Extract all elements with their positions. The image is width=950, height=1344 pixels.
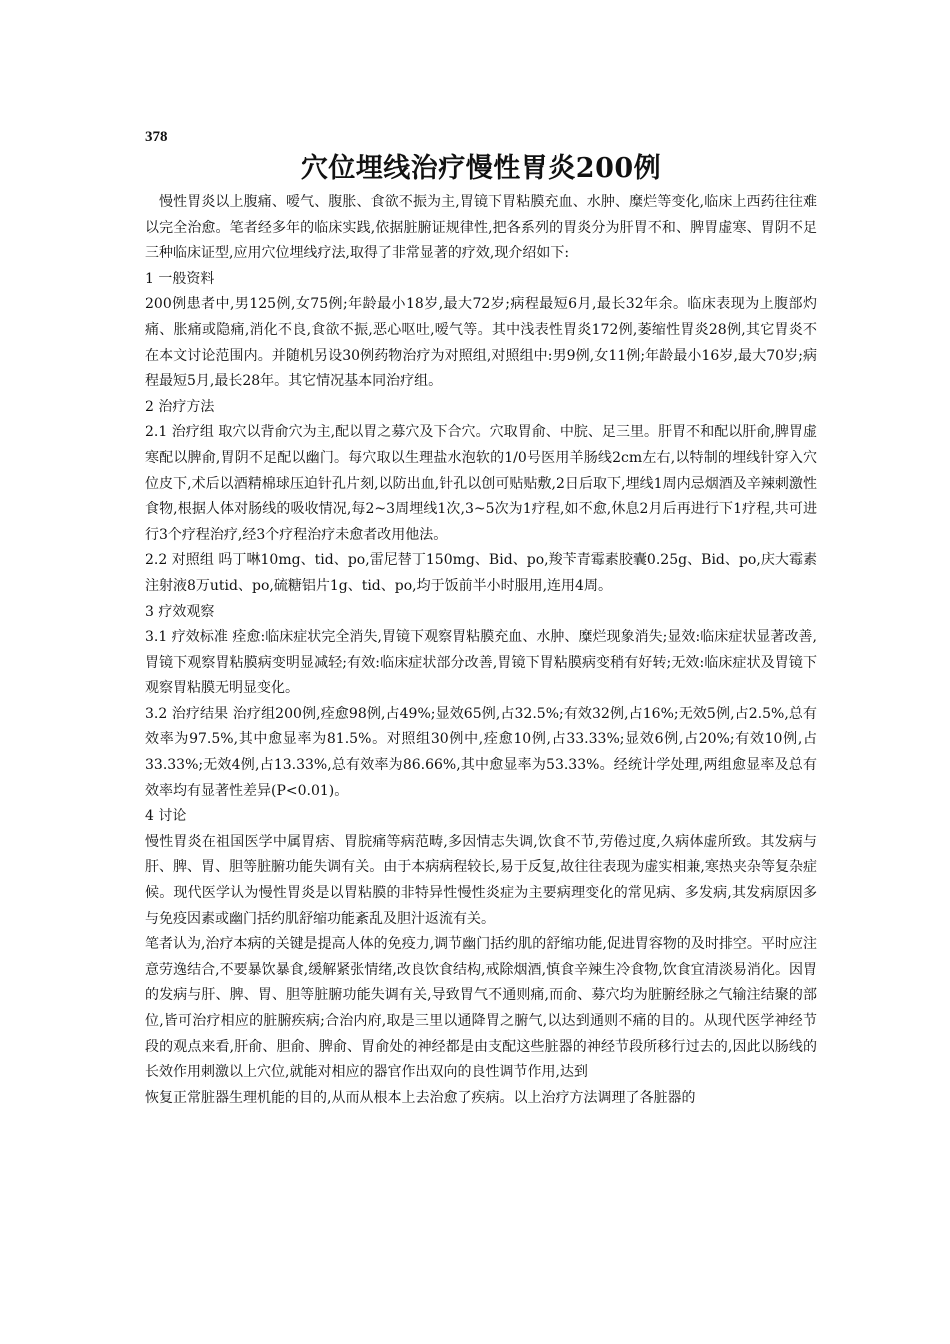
document-page: [145, 128, 817, 1111]
section-2-heading: 2 治疗方法: [145, 398, 215, 415]
section-4-heading: 4 讨论: [145, 808, 187, 825]
section-4-paragraph-2: 笔者认为,治疗本病的关键是提高人体的免疫力,调节幽门括约肌的舒缩功能,促进胃容物的及时排空。平时应注意劳逸结合,不要暴饮暴食,缓解紧张情绪,改良饮食结构,戒除烟酒,慎食辛辣生冷食物,饮食宜清淡易消化。因胃的发病与肝、脾、胃、胆等脏腑功能失调有关,导致胃气不通则痛,而俞、募穴均为脏腑经脉之气输注结聚的部位,皆可治疗相应的脏腑疾病;合治内府,取是三里以通降胃之腑气,以达到通则不痛的目的。从现代医学神经节段的观点来看,肝俞、胆俞、脾俞、胃俞处的神经都是由支配这些脏器的神经节段所移行过去的,因此以肠线的长效作用刺激以上穴位,就能对相应的器官作出双向的良性调节作用,达到: [145, 936, 817, 1081]
section-3-heading: 3 疗效观察: [145, 603, 215, 620]
section-3-1-paragraph: 3.1 疗效标准 痊愈:临床症状完全消失,胃镜下观察胃粘膜充血、水肿、糜烂现象消失;显效:临床症状显著改善,胃镜下观察胃粘膜病变明显减轻;有效:临床症状部分改善,胃镜下胃粘膜病变稍有好转;无效:临床症状及胃镜下观察胃粘膜无明显变化。: [145, 629, 817, 697]
section-1-heading: 1 一般资料: [145, 270, 215, 287]
section-4-paragraph-1: 慢性胃炎在祖国医学中属胃痞、胃脘痛等病范畴,多因情志失调,饮食不节,劳倦过度,久病体虚所致。其发病与肝、脾、胃、胆等脏腑功能失调有关。由于本病病程较长,易于反复,故往往表现为虚实相兼,寒热夹杂等复杂症候。现代医学认为慢性胃炎是以胃粘膜的非特异性慢性炎症为主要病理变化的常见病、多发病,其发病原因多与免疫因素或幽门括约肌舒缩功能紊乱及胆汁返流有关。: [145, 833, 817, 927]
page-number: 378: [145, 129, 168, 145]
section-3-2-paragraph: 3.2 治疗结果 治疗组200例,痊愈98例,占49%;显效65例,占32.5%;有效32例,占16%;无效5例,占2.5%,总有效率为97.5%,其中愈显率为81.5%。对照组30例中,痊愈10例,占33.33%;显效6例,占20%;有效10例,占33.33%;无效4例,占13.33%,总有效率为86.66%,其中愈显率为53.33%。经统计学处理,两组愈显率及总有效率均有显著性差异(P<0.01)。: [145, 705, 817, 799]
section-2-2-paragraph: 2.2 对照组 吗丁啉10mg、tid、po,雷尼替丁150mg、Bid、po,羧苄青霉素胶囊0.25g、Bid、po,庆大霉素注射液8万utid、po,硫糖铝片1g、tid、po,均于饭前半小时服用,连用4周。: [145, 552, 817, 594]
section-1-paragraph: 200例患者中,男125例,女75例;年龄最小18岁,最大72岁;病程最短6月,最长32年余。临床表现为上腹部灼痛、胀痛或隐痛,消化不良,食欲不振,恶心呕吐,嗳气等。其中浅表性胃炎172例,萎缩性胃炎28例,其它胃炎不在本文讨论范围内。并随机另设30例药物治疗为对照组,对照组中:男9例,女11例;年龄最小16岁,最大70岁;病程最短5月,最长28年。其它情况基本同治疗组。: [145, 296, 817, 390]
article-title: 穴位埋线治疗慢性胃炎200例: [300, 153, 662, 184]
section-4-paragraph-3: 恢复正常脏器生理机能的目的,从而从根本上去治愈了疾病。以上治疗方法调理了各脏器的: [145, 1089, 696, 1106]
section-2-1-paragraph: 2.1 治疗组 取穴以背俞穴为主,配以胃之募穴及下合穴。穴取胃俞、中脘、足三里。肝胃不和配以肝俞,脾胃虚寒配以脾俞,胃阴不足配以幽门。每穴取以生理盐水泡软的1/0号医用羊肠线2cm左右,以特制的埋线针穿入穴位皮下,术后以酒精棉球压迫针孔片刻,以防出血,针孔以创可贴贴敷,2日后取下,埋线1周内忌烟酒及辛辣刺激性食物,根据人体对肠线的吸收情况,每2~3周埋线1次,3~5次为1疗程,如不愈,休息2月后再进行下1疗程,共可进行3个疗程治疗,经3个疗程治疗未愈者改用他法。: [145, 424, 817, 543]
intro-paragraph: 慢性胃炎以上腹痛、嗳气、腹胀、食欲不振为主,胃镜下胃粘膜充血、水肿、糜烂等变化,临床上西药往往难以完全治愈。笔者经多年的临床实践,依据脏腑证规律性,把各系列的胃炎分为肝胃不和、脾胃虚寒、胃阴不足三种临床证型,应用穴位埋线疗法,取得了非常显著的疗效,现介绍如下:: [145, 194, 817, 262]
